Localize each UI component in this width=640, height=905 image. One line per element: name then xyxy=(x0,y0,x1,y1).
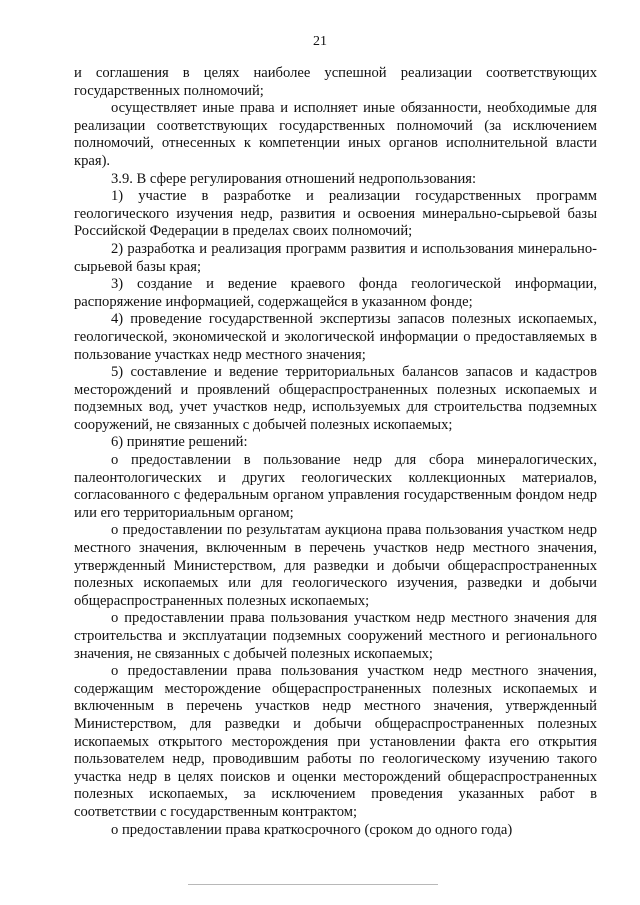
decision-item-short-term: о предоставлении права краткосрочного (сроком до одного года) xyxy=(111,821,513,838)
document-body xyxy=(74,65,597,839)
list-item-6: 6) принятие решений: xyxy=(111,434,248,451)
bottom-scan-line xyxy=(188,884,438,885)
decision-item-collection: о предоставлении в пользование недр для сбора минералогических, палеонтологических и других геологических коллекционных материалов, согласованного с федеральным органом управления государственным фондом недр или его территориальным органом; xyxy=(74,452,597,521)
decision-item-discovery: о предоставлении права пользования участком недр местного значения, содержащим месторождение общераспространенных полезных ископаемых и включенным в перечень участков недр местного значения, утвержденный Министерством, для разведки и добычи общераспространенных полезных ископаемых открытого месторождения при установлении факта его открытия пользователем недр, проводившим работы по геологическому изучению такого участка недр в целях поисков и оценки месторождений общераспространенных полезных ископаемых, за исключением проведения указанных работ в соответствии с государственным контрактом; xyxy=(74,663,597,820)
decision-item-underground: о предоставлении права пользования участком недр местного значения для строительства и эксплуатации подземных сооружений местного и регионального значения, не связанных с добычей полезных ископаемых; xyxy=(74,610,597,662)
decision-item-auction: о предоставлении по результатам аукциона права пользования участком недр местного значения, включенным в перечень участков недр местного значения, утвержденный Министерством, для разведки и добычи общераспространенных полезных ископаемых или для геологического изучения, разведки и добычи общераспространенных полезных ископаемых; xyxy=(74,522,597,609)
paragraph-other-rights: осуществляет иные права и исполняет иные обязанности, необходимые для реализации соответствующих государственных полномочий (за исключением полномочий, отнесенных к компетенции иных органов исполнительной власти края). xyxy=(74,100,597,169)
list-item-5: 5) составление и ведение территориальных балансов запасов и кадастров месторождений и проявлений общераспространенных полезных ископаемых и подземных вод, учет участков недр, используемых для строительства подземных сооружений, не связанных с добычей полезных ископаемых; xyxy=(74,364,597,433)
paragraph-continuation: и соглашения в целях наиболее успешной реализации соответствующих государственных полномочий; xyxy=(74,65,597,99)
list-item-4: 4) проведение государственной экспертизы запасов полезных ископаемых, геологической, экономической и экологической информации о предоставляемых в пользование участках недр местного значения; xyxy=(74,311,597,363)
list-item-2: 2) разработка и реализация программ развития и использования минерально-сырьевой базы края; xyxy=(74,240,597,275)
list-item-1: 1) участие в разработке и реализации государственных программ геологического изучения недр, развития и освоения минерально-сырьевой базы Российской Федерации в пределах своих полномочий; xyxy=(74,188,597,240)
page-number: 21 xyxy=(313,34,327,49)
list-item-3: 3) создание и ведение краевого фонда геологической информации, распоряжение информацией, содержащейся в указанном фонде; xyxy=(74,276,597,310)
section-heading-3-9: 3.9. В сфере регулирования отношений недропользования: xyxy=(111,170,477,187)
